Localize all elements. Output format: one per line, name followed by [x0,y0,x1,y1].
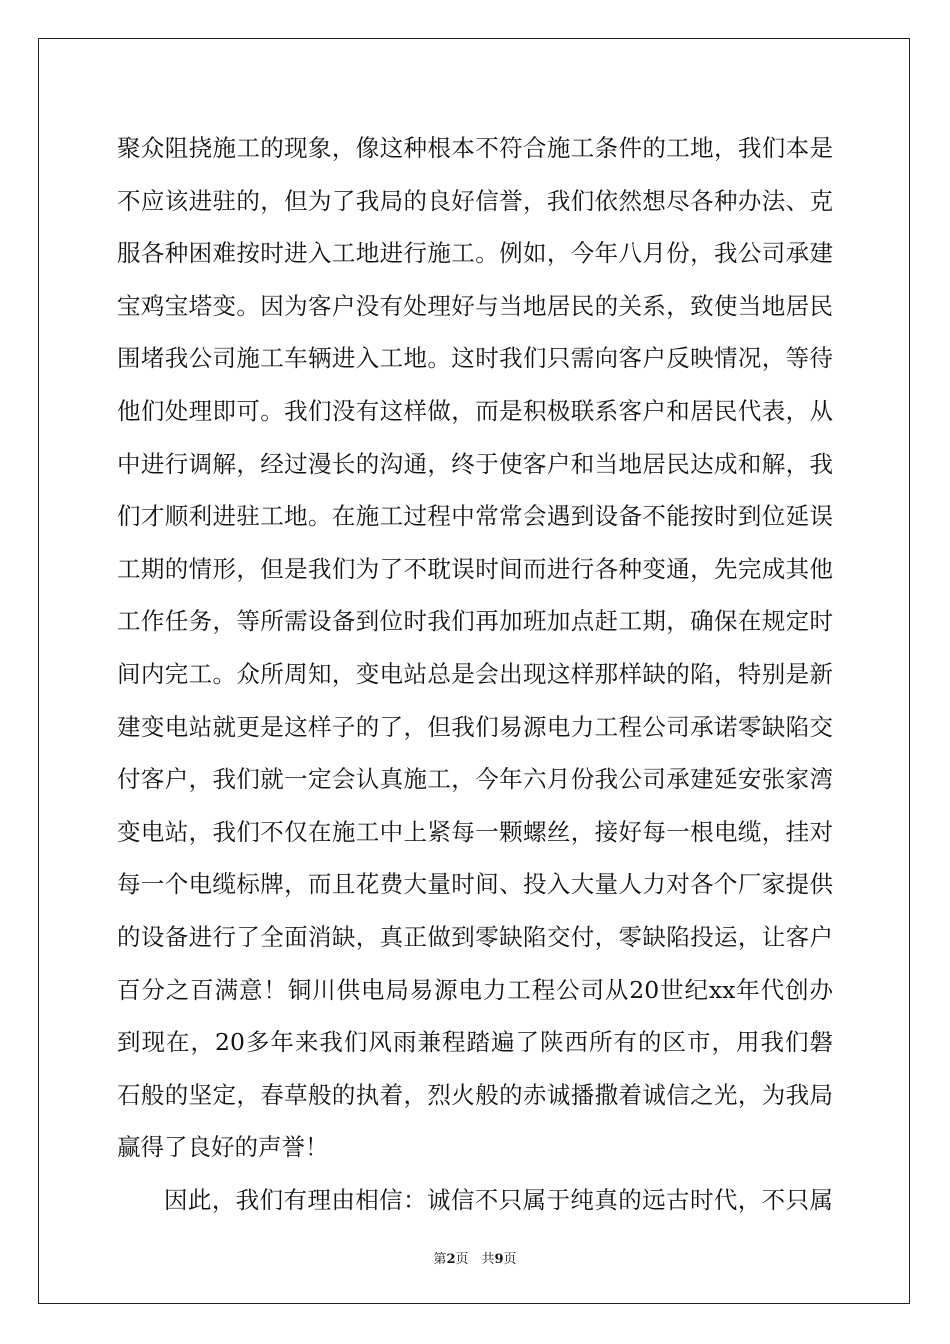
text-line: 们才顺利进驻工地。在施工过程中常常会遇到设备不能按时到位延误 [117,502,833,531]
text-line: 百分之百满意！铜川供电局易源电力工程公司从20世纪xx年代创办 [117,975,833,1004]
text-line: 因此，我们有理由相信：诚信不只属于纯真的远古时代，不只属 [164,1185,833,1214]
page-number: 2 [446,1252,456,1267]
total-pages: 9 [494,1252,504,1267]
text-line: 付客户，我们就一定会认真施工，今年六月份我公司承建延安张家湾 [117,765,833,794]
text-line: 变电站，我们不仅在施工中上紧每一颗螺丝，接好每一根电缆，挂对 [117,817,833,846]
text-line: 围堵我公司施工车辆进入工地。这时我们只需向客户反映情况，等待 [117,344,833,373]
text-line: 间内完工。众所周知，变电站总是会出现这样那样缺的陷，特别是新 [117,659,833,688]
footer-mid: 页 共 [455,1252,495,1267]
text-line: 石般的坚定，春草般的执着，烈火般的赤诚播撒着诚信之光，为我局 [117,1080,833,1109]
text-line: 到现在，20多年来我们风雨兼程踏遍了陕西所有的区市，用我们磐 [117,1028,833,1057]
text-line: 赢得了良好的声誉！ [117,1133,329,1162]
body-text [117,122,833,1226]
text-line: 宝鸡宝塔变。因为客户没有处理好与当地居民的关系，致使当地居民 [117,291,833,320]
text-line: 建变电站就更是这样子的了，但我们易源电力工程公司承诺零缺陷交 [117,712,833,741]
footer-prefix: 第 [433,1252,447,1267]
text-line: 服各种困难按时进入工地进行施工。例如，今年八月份，我公司承建 [117,239,833,268]
text-line: 工作任务，等所需设备到位时我们再加班加点赶工期，确保在规定时 [117,607,833,636]
text-line: 工期的情形，但是我们为了不耽误时间而进行各种变通，先完成其他 [117,554,833,583]
text-line: 中进行调解，经过漫长的沟通，终于使客户和当地居民达成和解，我 [117,449,833,478]
text-line: 的设备进行了全面消缺，真正做到零缺陷交付，零缺陷投运，让客户 [117,922,833,951]
text-line: 不应该进驻的，但为了我局的良好信誉，我们依然想尽各种办法、克 [117,186,833,215]
page-footer [0,1248,950,1267]
text-line: 聚众阻挠施工的现象，像这种根本不符合施工条件的工地，我们本是 [117,134,833,162]
footer-suffix: 页 [503,1252,517,1267]
text-line: 他们处理即可。我们没有这样做，而是积极联系客户和居民代表，从 [117,396,833,425]
text-line: 每一个电缆标牌，而且花费大量时间、投入大量人力对各个厂家提供 [117,870,833,899]
